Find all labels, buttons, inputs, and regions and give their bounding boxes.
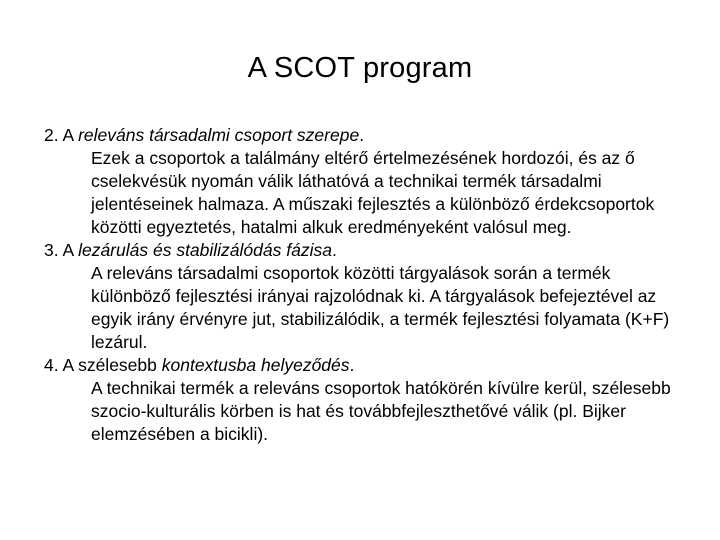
item-number: 2. [44, 125, 59, 145]
item-number: 4. [44, 355, 59, 375]
item-prefix: A szélesebb [58, 355, 162, 375]
item-suffix: . [349, 355, 355, 375]
item-number: 3. [44, 240, 59, 260]
item-heading [44, 354, 684, 377]
slide-title: A SCOT program [247, 52, 473, 84]
item-body: Ezek a csoportok a találmány eltérő értelmezésének hordozói, és az ő cselekvésük nyomán válik láthatóvá a technikai termék társadalmi jelentéseinek halmaza. A műszaki fejlesztés a különböző érdekcsoportok közötti egyeztetés, hatalmi alkuk eredményeként valósul meg. [91, 148, 655, 237]
item-emphasis: releváns társadalmi csoport szerepe [78, 125, 360, 145]
item-heading [44, 239, 684, 262]
item-emphasis: kontextusba helyeződés [161, 355, 350, 375]
item-body: A technikai termék a releváns csoportok hatókörén kívülre kerül, szélesebb szocio-kulturális körben is hat és továbbfejleszthetővé válik (pl. Bijker elemzésében a bicikli). [91, 378, 671, 444]
item-prefix: A [58, 240, 79, 260]
list-item-2 [44, 124, 684, 239]
slide-content [44, 124, 684, 446]
item-suffix: . [359, 125, 365, 145]
list-item-3 [44, 239, 684, 354]
item-emphasis: lezárulás és stabilizálódás fázisa [78, 240, 332, 260]
item-prefix: A [58, 125, 79, 145]
item-heading [44, 124, 684, 147]
list-item-4 [44, 354, 684, 446]
item-suffix: . [331, 240, 337, 260]
item-body: A releváns társadalmi csoportok közötti tárgyalások során a termék különböző fejlesztési irányai rajzolódnak ki. A tárgyalások befejeztével az egyik irány érvényre jut, stabilizálódik, a termék fejlesztési folyamata (K+F) lezárul. [91, 263, 670, 352]
